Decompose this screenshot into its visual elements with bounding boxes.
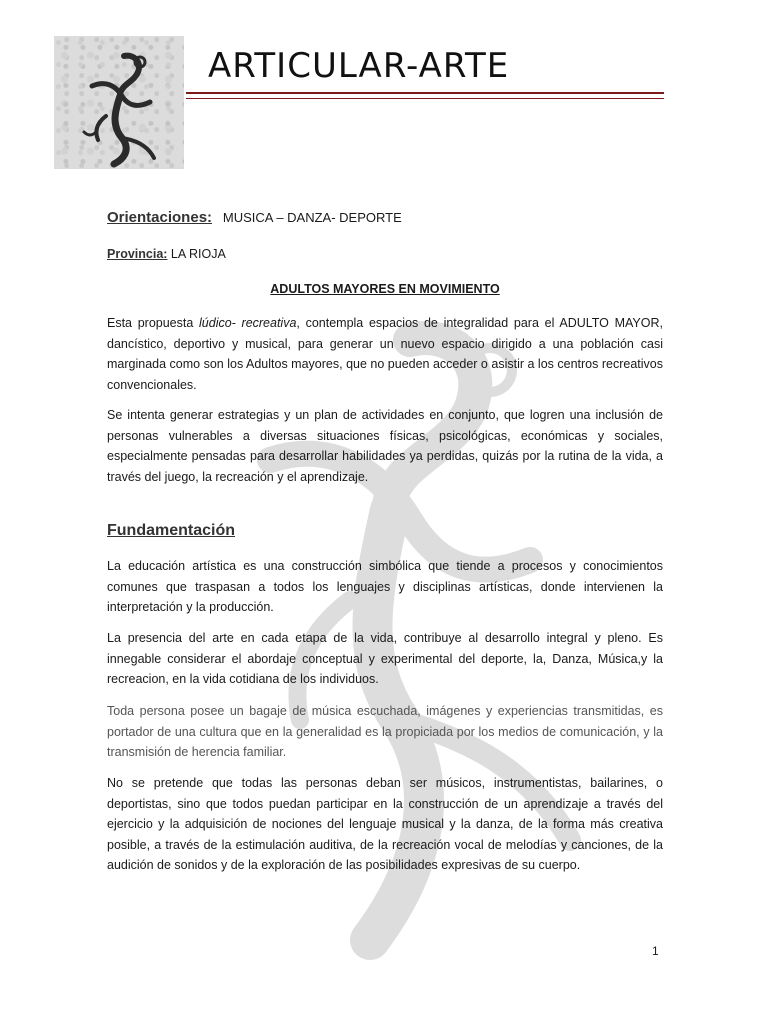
project-title: ADULTOS MAYORES EN MOVIMIENTO [270, 282, 500, 296]
dancer-logo-icon [54, 36, 184, 169]
orientaciones-row [107, 209, 402, 226]
orientaciones-label: Orientaciones: [107, 209, 213, 226]
fundamentacion-paragraph-4: No se pretende que todas las personas deban ser músicos, instrumentistas, bailarines, o deportistas, sino que todos puedan participar en la construcción de un aprendizaje a través del ejercicio y la adquisición de nociones del lenguaje musical y la danza, de la forma más creativa posible, a través de la estimulación auditiva, de la recreación vocal de melodías y canciones, de la audición de sonidos y de la exploración de las posibilidades expresivas de su cuerpo. [107, 776, 663, 872]
provincia-value: LA RIOJA [170, 247, 226, 261]
intro-p1-italic: lúdico- recreativa [199, 316, 297, 330]
intro-p1-start: Esta propuesta [107, 316, 194, 330]
title-divider [186, 92, 664, 99]
page-title: ARTICULAR-ARTE [208, 46, 510, 86]
provincia-label: Provincia: [107, 247, 168, 261]
intro-paragraph-2: Se intenta generar estrategias y un plan de actividades en conjunto, que logren una inclusión de personas vulnerables a diversas situaciones físicas, psicológicas, económicas y sociales, especialmente pensadas para desarrollar habilidades ya perdidas, quizás por la rutina de la vida, a través del juego, la recreación y el aprendizaje. [107, 408, 663, 484]
page-number: 1 [652, 944, 659, 958]
logo [54, 36, 184, 169]
fundamentacion-paragraph-2: La presencia del arte en cada etapa de la vida, contribuye al desarrollo integral y pleno. Es innegable considerar el abordaje conceptual y experimental del deporte, la, Danza, Música,y la recreacion, en la vida cotidiana de los individuos. [107, 631, 663, 686]
intro-paragraph-1 [107, 313, 663, 395]
intro-p1-rest: , contempla espacios de integralidad para el ADULTO MAYOR, dancístico, deportivo y musical, para generar un nuevo espacio dirigido a una población casi marginada como son los Adultos mayores, que no pueden acceder o asistir a los centros recreativos convencionales. [107, 316, 663, 392]
fundamentacion-paragraph-3: Toda persona posee un bagaje de música escuchada, imágenes y experiencias transmitidas, es portador de una cultura que en la generalidad es la propiciada por los medios de comunicación, y la transmisión de herencia familiar. [107, 704, 663, 759]
section-title-fundamentacion: Fundamentación [107, 522, 236, 539]
fundamentacion-paragraph-1: La educación artística es una construcción simbólica que tiende a procesos y conocimientos comunes que traspasan a todos los lenguajes y disciplinas artísticas, donde intervienen la interpretación y la producción. [107, 559, 663, 614]
orientaciones-value: MUSICA – DANZA- DEPORTE [222, 210, 402, 225]
provincia-row [107, 247, 226, 261]
